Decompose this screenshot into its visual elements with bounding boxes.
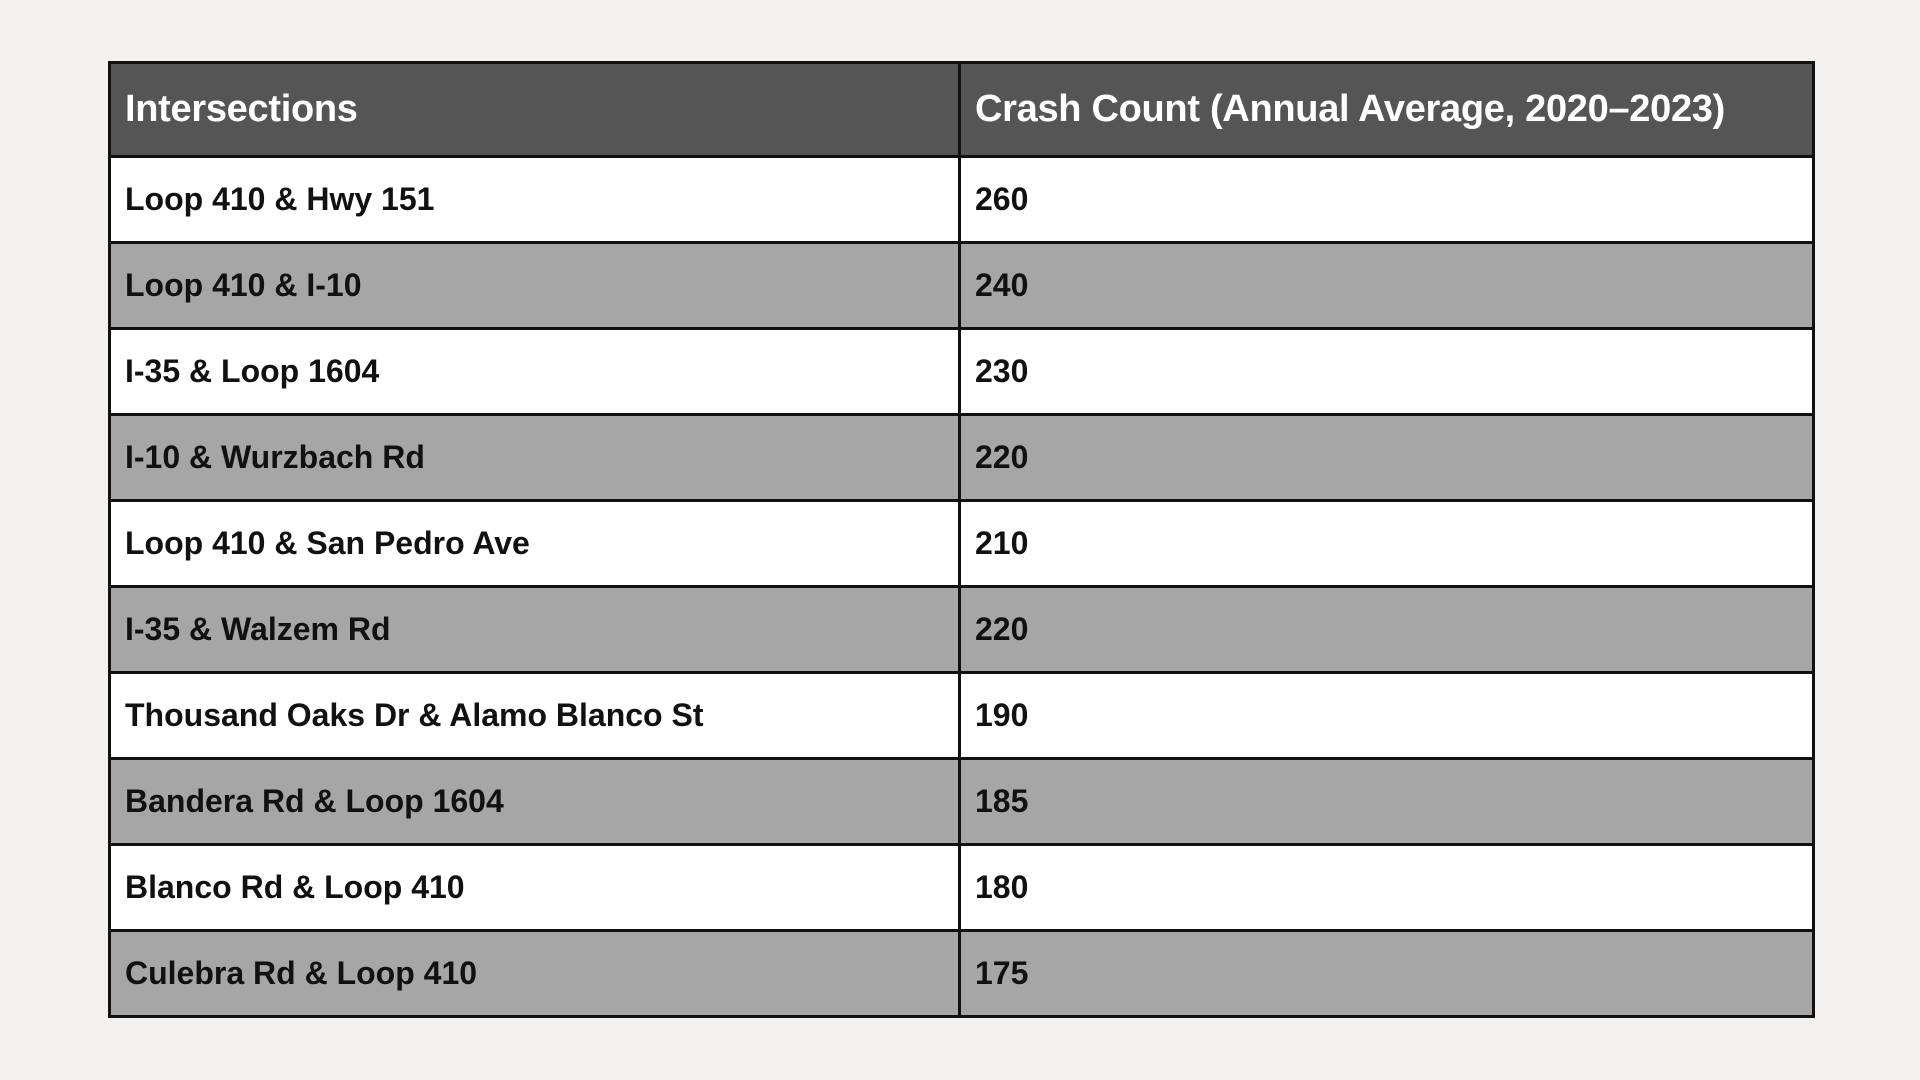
table-row	[110, 415, 1814, 501]
crash-count-cell: 190	[960, 673, 1814, 759]
intersection-cell: I-35 & Walzem Rd	[110, 587, 960, 673]
table-row	[110, 157, 1814, 243]
table-header-row	[110, 63, 1814, 157]
crash-count-cell: 220	[960, 415, 1814, 501]
intersection-cell: Loop 410 & San Pedro Ave	[110, 501, 960, 587]
table-row	[110, 845, 1814, 931]
crash-table-container	[108, 61, 1812, 1018]
header-intersections: Intersections	[110, 63, 960, 157]
intersection-cell: I-10 & Wurzbach Rd	[110, 415, 960, 501]
table-row	[110, 673, 1814, 759]
intersection-cell: I-35 & Loop 1604	[110, 329, 960, 415]
intersection-cell: Loop 410 & Hwy 151	[110, 157, 960, 243]
crash-count-cell: 260	[960, 157, 1814, 243]
crash-count-cell: 180	[960, 845, 1814, 931]
crash-count-cell: 210	[960, 501, 1814, 587]
crash-count-cell: 220	[960, 587, 1814, 673]
table-row	[110, 931, 1814, 1017]
crash-count-table	[108, 61, 1815, 1018]
crash-count-cell: 230	[960, 329, 1814, 415]
table-row	[110, 759, 1814, 845]
crash-count-cell: 175	[960, 931, 1814, 1017]
crash-count-cell: 185	[960, 759, 1814, 845]
intersection-cell: Loop 410 & I-10	[110, 243, 960, 329]
crash-count-cell: 240	[960, 243, 1814, 329]
table-row	[110, 329, 1814, 415]
intersection-cell: Blanco Rd & Loop 410	[110, 845, 960, 931]
intersection-cell: Bandera Rd & Loop 1604	[110, 759, 960, 845]
table-row	[110, 587, 1814, 673]
intersection-cell: Thousand Oaks Dr & Alamo Blanco St	[110, 673, 960, 759]
table-row	[110, 501, 1814, 587]
header-crash-count: Crash Count (Annual Average, 2020–2023)	[960, 63, 1814, 157]
table-row	[110, 243, 1814, 329]
intersection-cell: Culebra Rd & Loop 410	[110, 931, 960, 1017]
